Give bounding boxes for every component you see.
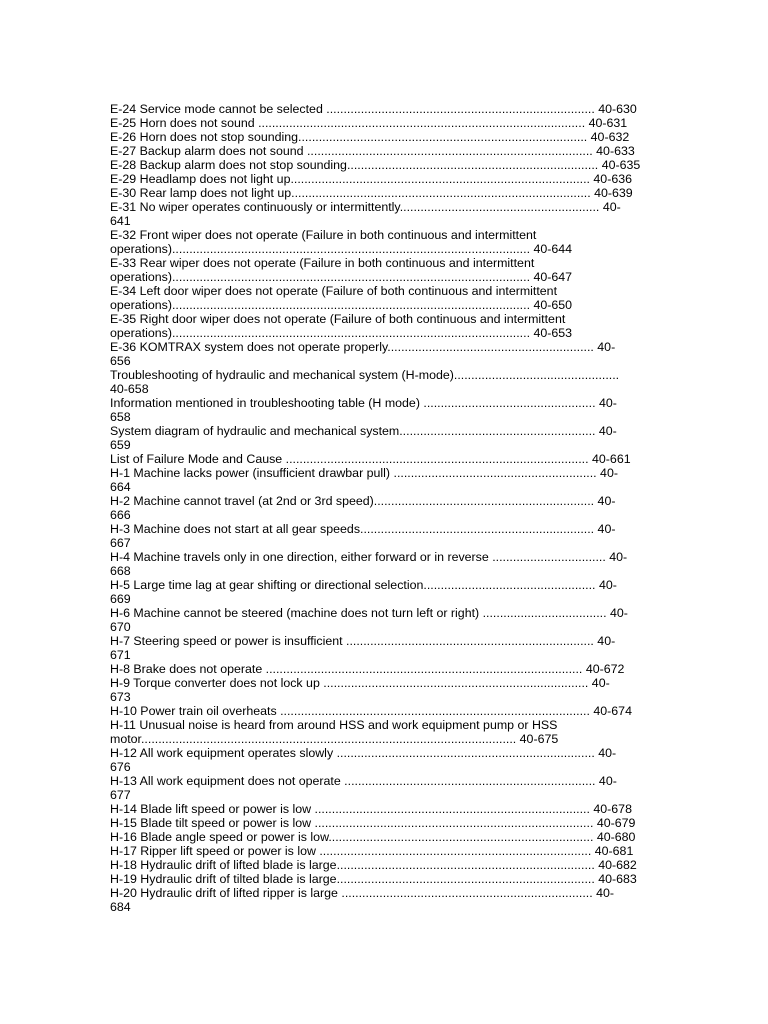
toc-line: 667 (110, 536, 131, 550)
toc-line: H-8 Brake does not operate ............................................................................................ 40-672 (110, 662, 625, 676)
table-of-contents (110, 102, 660, 914)
toc-line: 658 (110, 410, 131, 424)
toc-line: H-17 Ripper lift speed or power is low ............................................................................... 40-681 (110, 844, 634, 858)
toc-line: 641 (110, 214, 131, 228)
toc-line: E-35 Right door wiper does not operate (Failure of both continuous and intermittent (110, 312, 566, 326)
toc-line: H-7 Steering speed or power is insufficient ........................................................................ 40- (110, 634, 616, 648)
toc-line: H-9 Torque converter does not lock up ............................................................................. 40- (110, 676, 610, 690)
toc-line: H-4 Machine travels only in one direction, either forward or in reverse ................................. 40- (110, 550, 628, 564)
toc-line: E-27 Backup alarm does not sound ................................................................................... 40-633 (110, 144, 635, 158)
toc-line: 668 (110, 564, 131, 578)
toc-line: motor............................................................................................................. 40-675 (110, 732, 559, 746)
toc-line: E-28 Backup alarm does not stop sounding......................................................................... 40-635 (110, 158, 641, 172)
toc-line: 670 (110, 620, 131, 634)
toc-line: H-5 Large time lag at gear shifting or directional selection.................................................. 40- (110, 578, 617, 592)
toc-line: 659 (110, 438, 131, 452)
toc-line: H-13 All work equipment does not operate ......................................................................... 40- (110, 774, 617, 788)
toc-line: E-31 No wiper operates continuously or intermittently.......................................................... 40- (110, 200, 621, 214)
toc-line: Troubleshooting of hydraulic and mechanical system (H-mode)................................................ (110, 368, 620, 382)
toc-line: E-26 Horn does not stop sounding.................................................................................... 40-632 (110, 130, 630, 144)
toc-line: H-14 Blade lift speed or power is low ................................................................................ 40-678 (110, 802, 632, 816)
toc-line: H-15 Blade tilt speed or power is low ................................................................................. 40-679 (110, 816, 636, 830)
toc-line: E-24 Service mode cannot be selected .............................................................................. 40-630 (110, 102, 637, 116)
toc-line: operations)........................................................................................................ 40-650 (110, 298, 573, 312)
toc-line: operations)........................................................................................................ 40-647 (110, 270, 573, 284)
toc-line: 671 (110, 648, 131, 662)
toc-line: E-34 Left door wiper does not operate (Failure of both continuous and intermittent (110, 284, 558, 298)
toc-line: 40-658 (110, 382, 149, 396)
toc-line: H-6 Machine cannot be steered (machine does not turn left or right) .................................... 40- (110, 606, 628, 620)
toc-line: H-1 Machine lacks power (insufficient drawbar pull) ........................................................... 40- (110, 466, 618, 480)
toc-line: 676 (110, 760, 131, 774)
toc-line: H-20 Hydraulic drift of lifted ripper is large ......................................................................... 40- (110, 886, 615, 900)
toc-line: E-25 Horn does not sound ............................................................................................... 40-631 (110, 116, 628, 130)
toc-line: E-29 Headlamp does not light up....................................................................................... 40-636 (110, 172, 632, 186)
toc-line: H-10 Power train oil overheats .......................................................................................... 40-674 (110, 704, 632, 718)
toc-line: H-11 Unusual noise is heard from around HSS and work equipment pump or HSS (110, 718, 558, 732)
toc-line: 666 (110, 508, 131, 522)
toc-line: 656 (110, 354, 131, 368)
toc-line: E-30 Rear lamp does not light up....................................................................................... 40-639 (110, 186, 633, 200)
toc-line: 677 (110, 788, 131, 802)
toc-line: operations)........................................................................................................ 40-653 (110, 326, 573, 340)
toc-line: 669 (110, 592, 131, 606)
toc-line: H-2 Machine cannot travel (at 2nd or 3rd speed)................................................................ 40- (110, 494, 616, 508)
toc-line: Information mentioned in troubleshooting table (H mode) .................................................. 40- (110, 396, 617, 410)
toc-line: E-33 Rear wiper does not operate (Failure in both continuous and intermittent (110, 256, 535, 270)
toc-line: H-12 All work equipment operates slowly ........................................................................... 40- (110, 746, 617, 760)
toc-line: H-19 Hydraulic drift of tilted blade is large........................................................................... 40-683 (110, 872, 637, 886)
toc-line: E-36 KOMTRAX system does not operate properly............................................................ 40- (110, 340, 616, 354)
toc-line: H-3 Machine does not start at all gear speeds.................................................................... 40- (110, 522, 616, 536)
toc-line: 673 (110, 690, 131, 704)
toc-line: H-16 Blade angle speed or power is low............................................................................. 40-680 (110, 830, 636, 844)
toc-line: System diagram of hydraulic and mechanical system......................................................... 40- (110, 424, 617, 438)
toc-line: operations)........................................................................................................ 40-644 (110, 242, 573, 256)
toc-line: 664 (110, 480, 131, 494)
toc-line: H-18 Hydraulic drift of lifted blade is large........................................................................... 40-682 (110, 858, 637, 872)
toc-line: E-32 Front wiper does not operate (Failure in both continuous and intermittent (110, 228, 537, 242)
toc-line: 684 (110, 900, 131, 914)
toc-line: List of Failure Mode and Cause ........................................................................................ 40-661 (110, 452, 631, 466)
